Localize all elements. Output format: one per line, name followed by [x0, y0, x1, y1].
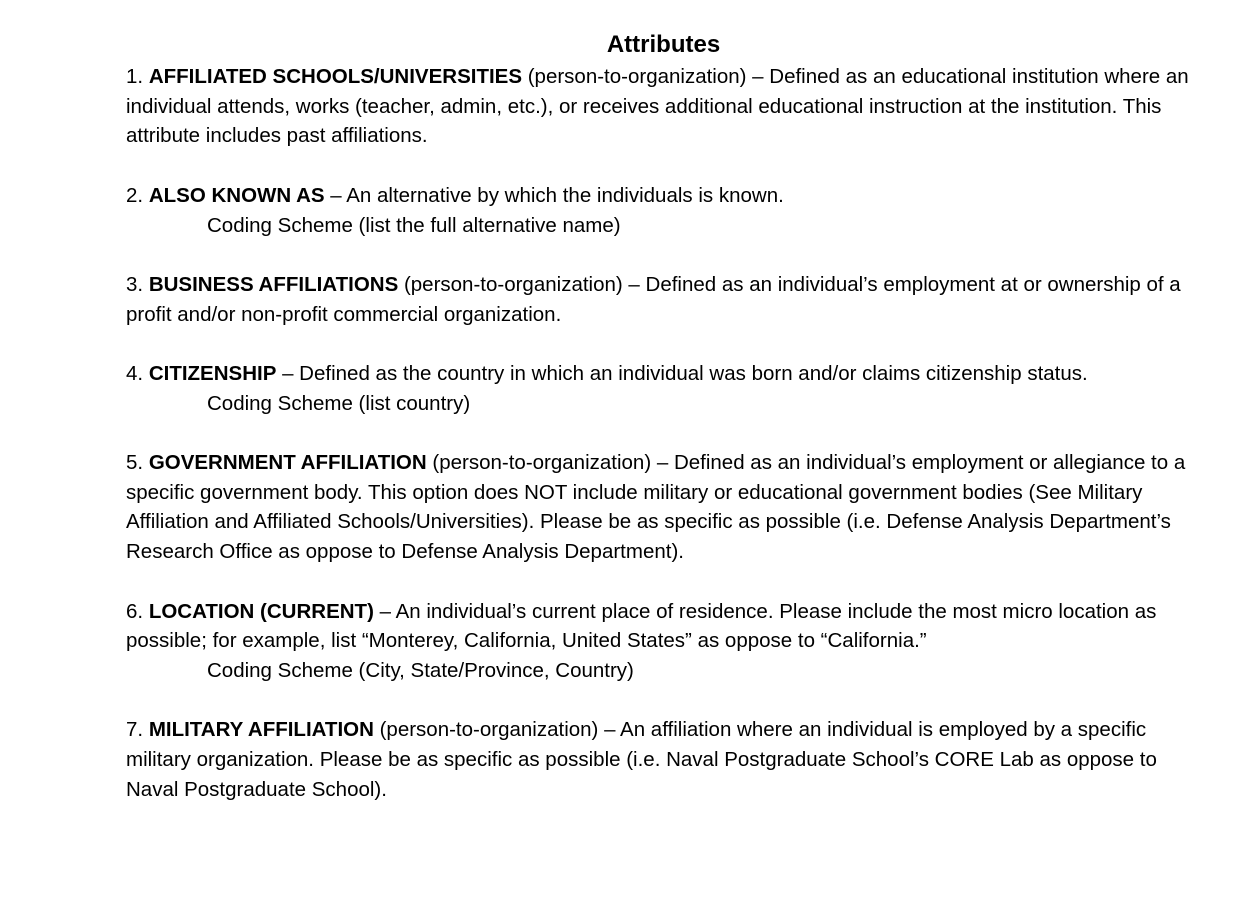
entry-description: (person-to-organization) – Defined as an individual’s employment or allegiance to a specific government body. This option does NOT include military or educational government bodies (See Military Affiliation and Affiliated Schools/Universities). Please be as specific as possible (i.e. Defense Analysis Department’s Research Office as oppose to Defense Analysis Department). [126, 451, 1186, 564]
entry-number: 7. [126, 718, 144, 742]
entry-description: – An alternative by which the individuals is known. [324, 183, 784, 207]
entry-term: MILITARY AFFILIATION [148, 718, 374, 742]
attribute-entry-also-known-as [126, 181, 1201, 240]
entry-number: 3. [126, 272, 144, 296]
entry-number: 2. [126, 183, 144, 207]
entry-term: BUSINESS AFFILIATIONS [148, 272, 399, 296]
attribute-entry-affiliated-schools [126, 62, 1201, 151]
entry-number: 6. [126, 599, 144, 623]
entry-coding-scheme: Coding Scheme (City, State/Province, Country) [207, 658, 634, 682]
entry-term: AFFILIATED SCHOOLS/UNIVERSITIES [148, 65, 523, 88]
entry-term: LOCATION (CURRENT) [148, 599, 374, 623]
entry-term: GOVERNMENT AFFILIATION [148, 451, 427, 475]
entry-description: – An individual’s current place of residence. Please include the most micro location as possible; for example, list “Monterey, California, United States” as oppose to “California.” [126, 599, 1157, 653]
entry-coding-scheme: Coding Scheme (list country) [207, 391, 471, 415]
attribute-entry-location-current [126, 597, 1201, 686]
entry-description: (person-to-organization) – Defined as an educational institution where an individual attends, works (teacher, admin, etc.), or receives additional educational instruction at the institution. This attribute includes past affiliations. [126, 65, 1189, 148]
entry-coding-scheme: Coding Scheme (list the full alternative name) [207, 213, 621, 237]
attribute-entry-government-affiliation [126, 448, 1201, 567]
document-page [126, 28, 1201, 834]
attribute-entry-business-affiliations [126, 270, 1201, 329]
entry-number: 1. [126, 65, 144, 88]
page-title: Attributes [606, 31, 721, 58]
entry-description: (person-to-organization) – Defined as an individual’s employment at or ownership of a profit and/or non-profit commercial organization. [126, 272, 1181, 326]
entry-number: 5. [126, 451, 144, 475]
entry-term: CITIZENSHIP [148, 361, 277, 385]
attribute-entry-citizenship [126, 359, 1201, 418]
entry-description: (person-to-organization) – An affiliation where an individual is employed by a specific military organization. Please be as specific as possible (i.e. Naval Postgraduate School’s CORE Lab as oppose to Naval Postgraduate School). [126, 718, 1157, 801]
entry-number: 4. [126, 361, 144, 385]
attribute-entry-military-affiliation [126, 715, 1201, 804]
entry-description: – Defined as the country in which an individual was born and/or claims citizenship status. [276, 361, 1088, 385]
entry-term: ALSO KNOWN AS [148, 183, 325, 207]
